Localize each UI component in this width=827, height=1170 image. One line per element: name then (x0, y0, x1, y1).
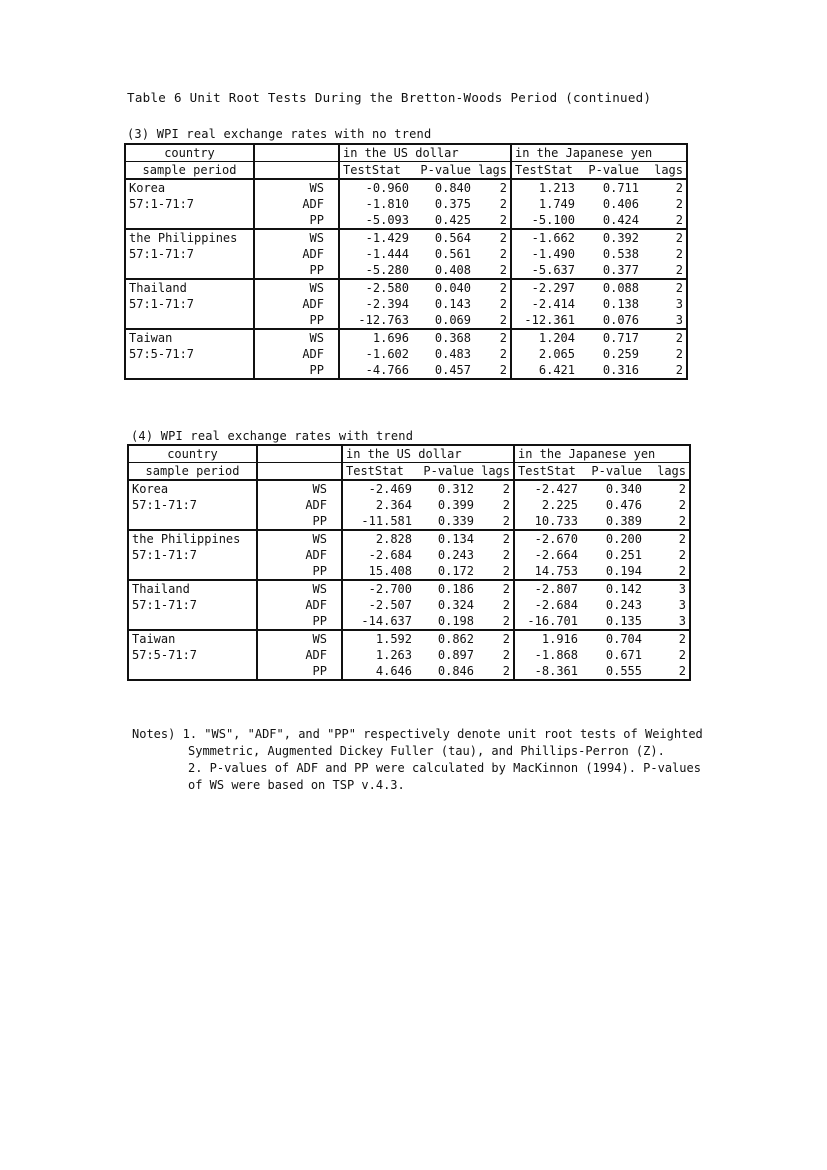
jp-teststat: -2.664 (534, 548, 578, 562)
table-row (128, 663, 690, 680)
us-lags: 2 (474, 262, 511, 279)
jp-teststat: -2.684 (534, 598, 578, 612)
us-pvalue: 0.425 (434, 213, 471, 227)
us-lags: 2 (474, 329, 511, 346)
jp-teststat: 6.421 (511, 362, 578, 379)
jp-pvalue: 0.392 (578, 229, 642, 246)
jp-teststat: 2.065 (538, 347, 575, 361)
jp-pvalue: 0.316 (578, 362, 642, 379)
us-lags: 2 (477, 480, 514, 497)
jp-teststat: 10.733 (534, 514, 578, 528)
table-row (125, 346, 687, 362)
table-row (128, 563, 690, 580)
table-row (128, 580, 690, 597)
table-row (128, 530, 690, 547)
us-lags: 2 (477, 497, 514, 513)
table-row (125, 212, 687, 229)
panel4-subtitle: (4) WPI real exchange rates with trend (131, 429, 414, 443)
jp-lags: 2 (642, 346, 687, 362)
country-cell-blank (125, 262, 254, 279)
panel4-table (127, 444, 691, 681)
header-teststat: TestStat (511, 162, 578, 180)
table-row (128, 480, 690, 497)
header-test-blank (254, 162, 339, 180)
header-teststat: TestStat (342, 463, 415, 481)
us-pvalue: 0.172 (437, 564, 474, 578)
jp-teststat: -5.637 (531, 263, 575, 277)
table-row (125, 196, 687, 212)
country-name: Taiwan (125, 329, 254, 346)
jp-pvalue: 0.377 (602, 263, 639, 277)
jp-teststat: -12.361 (524, 313, 575, 327)
jp-teststat: -8.361 (514, 663, 581, 680)
us-lags: 2 (477, 547, 514, 563)
jp-lags: 2 (645, 663, 690, 680)
us-pvalue: 0.897 (437, 648, 474, 662)
header-row (125, 162, 687, 180)
header-pvalue: P-value (412, 162, 474, 180)
us-teststat: -1.444 (365, 247, 409, 261)
us-teststat: -1.810 (365, 197, 409, 211)
test-name: WS (254, 179, 339, 196)
test-name: ADF (257, 497, 342, 513)
header-country: country (125, 144, 254, 162)
jp-teststat: 2.225 (541, 498, 578, 512)
country-cell-blank (128, 663, 257, 680)
us-pvalue: 0.243 (437, 548, 474, 562)
us-teststat: -0.960 (365, 181, 409, 195)
jp-lags: 2 (645, 513, 690, 530)
jp-lags: 2 (642, 279, 687, 296)
jp-pvalue: 0.555 (581, 663, 645, 680)
jp-teststat: 14.753 (534, 564, 578, 578)
jp-pvalue: 0.671 (605, 648, 642, 662)
us-pvalue: 0.069 (434, 313, 471, 327)
header-lags: lags (477, 463, 514, 481)
jp-teststat: -2.427 (534, 482, 578, 496)
header-lags: lags (642, 162, 687, 180)
country-name: Thailand (125, 279, 254, 296)
us-teststat: -1.429 (339, 229, 412, 246)
notes-line-4: of WS were based on TSP v.4.3. (188, 778, 405, 792)
jp-teststat: -5.100 (531, 213, 575, 227)
us-teststat: 4.646 (342, 663, 415, 680)
table-row (128, 547, 690, 563)
jp-teststat: -2.297 (511, 279, 578, 296)
test-name: WS (257, 530, 342, 547)
notes-text-1: 1. "WS", "ADF", and "PP" respectively denote unit root tests of Weighted (182, 727, 703, 741)
us-pvalue: 0.483 (434, 347, 471, 361)
jp-teststat: -2.670 (514, 530, 581, 547)
us-pvalue: 0.408 (434, 263, 471, 277)
jp-lags: 2 (645, 630, 690, 647)
jp-teststat: 1.213 (538, 181, 575, 195)
us-teststat: -14.637 (361, 614, 412, 628)
test-name: WS (254, 279, 339, 296)
jp-teststat: -16.701 (527, 614, 578, 628)
jp-pvalue: 0.538 (602, 247, 639, 261)
table-row (128, 597, 690, 613)
country-name: Taiwan (128, 630, 257, 647)
us-lags: 2 (474, 229, 511, 246)
us-pvalue: 0.186 (415, 580, 477, 597)
header-row (128, 445, 690, 463)
us-pvalue: 0.339 (437, 514, 474, 528)
table-row (125, 296, 687, 312)
jp-pvalue: 0.259 (602, 347, 639, 361)
jp-lags: 2 (642, 262, 687, 279)
us-lags: 2 (477, 513, 514, 530)
sample-period: 57:1-71:7 (128, 597, 257, 613)
jp-lags: 2 (642, 196, 687, 212)
sample-period: 57:1-71:7 (125, 246, 254, 262)
header-us-dollar: in the US dollar (342, 445, 514, 463)
jp-teststat: -2.414 (531, 297, 575, 311)
us-lags: 2 (477, 663, 514, 680)
test-name: WS (254, 229, 339, 246)
us-lags: 2 (474, 196, 511, 212)
us-pvalue: 0.399 (437, 498, 474, 512)
jp-lags: 2 (645, 497, 690, 513)
us-lags: 2 (474, 279, 511, 296)
jp-lags: 2 (645, 647, 690, 663)
jp-pvalue: 0.406 (602, 197, 639, 211)
jp-pvalue: 0.476 (605, 498, 642, 512)
us-lags: 2 (477, 530, 514, 547)
panel3-subtitle: (3) WPI real exchange rates with no trend (127, 127, 432, 141)
jp-teststat: -2.807 (514, 580, 581, 597)
us-teststat: -2.507 (368, 598, 412, 612)
us-lags: 2 (474, 212, 511, 229)
us-teststat: -2.700 (342, 580, 415, 597)
jp-lags: 2 (645, 530, 690, 547)
table-row (128, 613, 690, 630)
jp-pvalue: 0.424 (602, 213, 639, 227)
test-name: ADF (254, 196, 339, 212)
sample-period: 57:1-71:7 (128, 497, 257, 513)
notes-label: Notes) (132, 727, 176, 741)
jp-pvalue: 0.138 (602, 297, 639, 311)
jp-pvalue: 0.704 (581, 630, 645, 647)
test-name: PP (254, 212, 339, 229)
test-name: PP (257, 513, 342, 530)
table-row (125, 229, 687, 246)
header-row (125, 144, 687, 162)
us-teststat: -1.602 (365, 347, 409, 361)
country-cell-blank (125, 212, 254, 229)
us-teststat: -5.093 (365, 213, 409, 227)
us-lags: 2 (477, 647, 514, 663)
header-japanese-yen: in the Japanese yen (514, 445, 690, 463)
us-pvalue: 0.457 (412, 362, 474, 379)
us-lags: 2 (474, 346, 511, 362)
jp-pvalue: 0.088 (578, 279, 642, 296)
header-teststat: TestStat (339, 162, 412, 180)
notes-line-3: 2. P-values of ADF and PP were calculated by MacKinnon (1994). P-values (188, 761, 701, 775)
sample-period: 57:1-71:7 (125, 196, 254, 212)
jp-lags: 2 (642, 246, 687, 262)
notes-line-1 (132, 726, 792, 743)
table-row (128, 513, 690, 530)
jp-pvalue: 0.711 (602, 181, 639, 195)
jp-pvalue: 0.717 (578, 329, 642, 346)
us-pvalue: 0.862 (415, 630, 477, 647)
test-name: WS (257, 580, 342, 597)
table-row (125, 312, 687, 329)
header-japanese-yen: in the Japanese yen (511, 144, 687, 162)
us-teststat: 15.408 (368, 564, 412, 578)
test-name: WS (254, 329, 339, 346)
country-name: Korea (128, 480, 257, 497)
test-name: PP (257, 663, 342, 680)
test-name: PP (257, 613, 342, 630)
jp-lags: 3 (645, 613, 690, 630)
jp-pvalue: 0.243 (605, 598, 642, 612)
sample-period: 57:5-71:7 (128, 647, 257, 663)
jp-pvalue: 0.135 (605, 614, 642, 628)
header-test-blank (257, 463, 342, 481)
jp-pvalue: 0.194 (605, 564, 642, 578)
header-sample-period: sample period (125, 162, 254, 180)
panel3-table (124, 143, 688, 380)
jp-teststat: 1.749 (538, 197, 575, 211)
header-pvalue: P-value (581, 463, 645, 481)
sample-period: 57:1-71:7 (128, 547, 257, 563)
jp-lags: 2 (645, 547, 690, 563)
us-teststat: -4.766 (339, 362, 412, 379)
country-name: the Philippines (125, 229, 254, 246)
header-row (128, 463, 690, 481)
test-name: ADF (254, 246, 339, 262)
us-teststat: -2.580 (339, 279, 412, 296)
us-lags: 2 (474, 362, 511, 379)
table-row (128, 630, 690, 647)
us-lags: 2 (474, 296, 511, 312)
country-cell-blank (125, 312, 254, 329)
us-teststat: -11.581 (361, 514, 412, 528)
jp-lags: 2 (642, 362, 687, 379)
table-row (125, 329, 687, 346)
us-teststat: -2.469 (368, 482, 412, 496)
country-cell-blank (128, 513, 257, 530)
jp-lags: 2 (645, 480, 690, 497)
us-pvalue: 0.143 (434, 297, 471, 311)
us-pvalue: 0.368 (412, 329, 474, 346)
header-test-blank (254, 144, 339, 162)
jp-pvalue: 0.389 (605, 514, 642, 528)
notes-line-2: Symmetric, Augmented Dickey Fuller (tau), and Phillips-Perron (Z). (188, 744, 665, 758)
header-country: country (128, 445, 257, 463)
us-teststat: 1.592 (342, 630, 415, 647)
header-sample-period: sample period (128, 463, 257, 481)
us-pvalue: 0.040 (412, 279, 474, 296)
jp-teststat: -1.490 (531, 247, 575, 261)
jp-pvalue: 0.200 (581, 530, 645, 547)
us-lags: 2 (477, 580, 514, 597)
jp-lags: 3 (642, 296, 687, 312)
jp-lags: 2 (645, 563, 690, 580)
jp-teststat: 1.916 (514, 630, 581, 647)
table-row (125, 362, 687, 379)
country-cell-blank (128, 613, 257, 630)
country-name: the Philippines (128, 530, 257, 547)
header-lags: lags (474, 162, 511, 180)
us-teststat: 1.263 (375, 648, 412, 662)
test-name: WS (257, 630, 342, 647)
jp-lags: 2 (642, 212, 687, 229)
jp-pvalue: 0.340 (605, 482, 642, 496)
us-pvalue: 0.561 (434, 247, 471, 261)
header-pvalue: P-value (578, 162, 642, 180)
table-row (125, 279, 687, 296)
jp-lags: 3 (642, 312, 687, 329)
us-teststat: -2.684 (368, 548, 412, 562)
jp-lags: 3 (645, 597, 690, 613)
table-row (125, 246, 687, 262)
jp-pvalue: 0.251 (605, 548, 642, 562)
jp-pvalue: 0.142 (581, 580, 645, 597)
us-pvalue: 0.134 (415, 530, 477, 547)
us-lags: 2 (477, 613, 514, 630)
test-name: ADF (257, 597, 342, 613)
country-name: Korea (125, 179, 254, 196)
header-teststat: TestStat (514, 463, 581, 481)
jp-teststat: -1.868 (534, 648, 578, 662)
us-lags: 2 (477, 597, 514, 613)
test-name: ADF (257, 647, 342, 663)
country-name: Thailand (128, 580, 257, 597)
us-pvalue: 0.564 (412, 229, 474, 246)
test-name: PP (254, 362, 339, 379)
us-teststat: 2.828 (342, 530, 415, 547)
us-pvalue: 0.312 (437, 482, 474, 496)
us-lags: 2 (474, 179, 511, 196)
us-teststat: 1.696 (339, 329, 412, 346)
us-teststat: -2.394 (365, 297, 409, 311)
test-name: PP (257, 563, 342, 580)
country-cell-blank (125, 362, 254, 379)
jp-pvalue: 0.076 (602, 313, 639, 327)
us-teststat: 2.364 (375, 498, 412, 512)
table-title: Table 6 Unit Root Tests During the Bretton-Woods Period (continued) (127, 90, 652, 105)
table-row (128, 647, 690, 663)
us-pvalue: 0.846 (415, 663, 477, 680)
us-pvalue: 0.840 (434, 181, 471, 195)
table-row (125, 262, 687, 279)
us-lags: 2 (477, 630, 514, 647)
sample-period: 57:1-71:7 (125, 296, 254, 312)
us-teststat: -5.280 (365, 263, 409, 277)
us-teststat: -12.763 (358, 313, 409, 327)
table-row (128, 497, 690, 513)
us-pvalue: 0.198 (437, 614, 474, 628)
test-name: ADF (257, 547, 342, 563)
jp-lags: 3 (645, 580, 690, 597)
us-lags: 2 (474, 312, 511, 329)
us-pvalue: 0.324 (437, 598, 474, 612)
test-name: ADF (254, 296, 339, 312)
header-test-blank (257, 445, 342, 463)
test-name: PP (254, 262, 339, 279)
jp-lags: 2 (642, 179, 687, 196)
header-lags: lags (645, 463, 690, 481)
header-pvalue: P-value (415, 463, 477, 481)
us-pvalue: 0.375 (434, 197, 471, 211)
country-cell-blank (128, 563, 257, 580)
test-name: WS (257, 480, 342, 497)
jp-lags: 2 (642, 229, 687, 246)
header-us-dollar: in the US dollar (339, 144, 511, 162)
test-name: ADF (254, 346, 339, 362)
us-lags: 2 (477, 563, 514, 580)
notes (132, 726, 792, 794)
test-name: PP (254, 312, 339, 329)
us-lags: 2 (474, 246, 511, 262)
jp-teststat: 1.204 (511, 329, 578, 346)
sample-period: 57:5-71:7 (125, 346, 254, 362)
table-row (125, 179, 687, 196)
jp-teststat: -1.662 (511, 229, 578, 246)
jp-lags: 2 (642, 329, 687, 346)
